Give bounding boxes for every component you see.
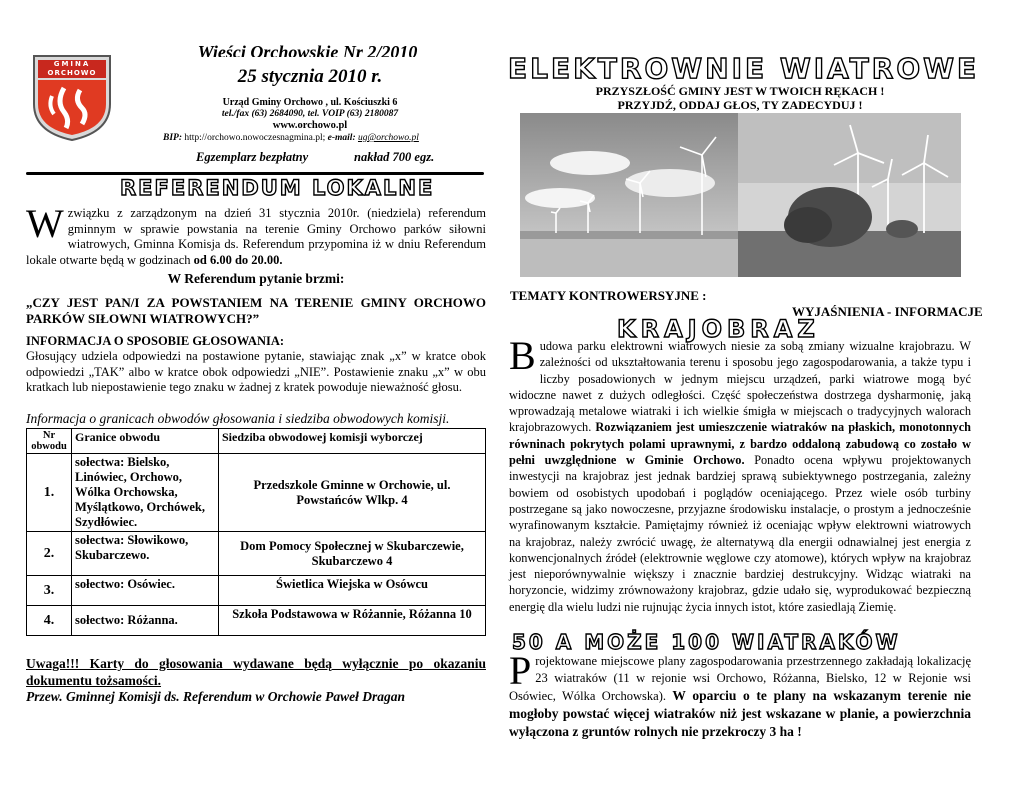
- crest-text-orchowo: ORCHOWO: [47, 69, 97, 77]
- table-header-row: [27, 429, 486, 454]
- slogan-line-2: PRZYJDŹ, ODDAJ GŁOS, TY ZADECYDUJ !: [617, 98, 863, 112]
- cell-nr: 2.: [27, 532, 72, 576]
- table-row: [27, 532, 486, 576]
- crest-text-gmina: GMINA: [53, 60, 91, 68]
- voting-heading: INFORMACJA O SPOSOBIE GŁOSOWANIA:: [26, 334, 285, 348]
- precincts-table: [26, 428, 486, 636]
- cell-nr: 3.: [27, 576, 72, 606]
- cell-nr: 1.: [27, 454, 72, 532]
- intro-dropcap: W: [26, 201, 64, 246]
- col-header-boundaries: Granice obwodu: [72, 429, 219, 454]
- office-address: Urząd Gminy Orchowo , ul. Kościuszki 6: [222, 97, 398, 108]
- landscape-dropcap: B: [509, 333, 536, 378]
- masthead-date: 25 stycznia 2010 r.: [237, 66, 383, 87]
- free-copy-note: Egzemplarz bezpłatny: [196, 150, 309, 164]
- office-phones: tel./fax (63) 2684090, tel. VOIP (63) 2180087: [221, 109, 399, 119]
- wind-power-heading: ELEKTROWNIE WIATROWE: [508, 52, 980, 85]
- table-caption: Informacja o granicach obwodów głosowania i siedziba obwodowych komisji.: [26, 411, 450, 426]
- bip-url[interactable]: http://orchowo.nowoczesnagmina.pl;: [184, 133, 326, 143]
- turbines-count-heading: 50 A MOŻE 100 WIATRAKÓW: [512, 630, 901, 654]
- cell-boundaries: sołectwo: Różanna.: [72, 606, 219, 636]
- cell-boundaries: sołectwa: Słowikowo, Skubarczewo.: [72, 532, 219, 576]
- email-link[interactable]: ug@orchowo.pl: [357, 133, 419, 143]
- referendum-heading: REFERENDUM LOKALNE: [120, 176, 435, 200]
- question-lead: W Referendum pytanie brzmi:: [167, 271, 345, 286]
- masthead-divider: [26, 172, 484, 175]
- table-row: [27, 576, 486, 606]
- explanations-label: WYJAŚNIENIA - INFORMACJE: [792, 304, 983, 319]
- commission-signature: Przew. Gminnej Komisji ds. Referendum w Orchowie Paweł Dragan: [26, 689, 406, 704]
- col-header-nr: Nr obwodu: [27, 429, 72, 454]
- wind-farm-field-photo: [520, 113, 738, 277]
- cell-nr: 4.: [27, 606, 72, 636]
- id-warning: Uwaga!!! Karty do głosowania wydawane będą wyłącznie po okazaniu dokumentu tożsamości.: [26, 656, 486, 688]
- turbines-text-bold: W oparciu o te plany na wskazanym terenie nie mogłoby powstać więcej wiatraków niż jest wskazane w planie, a powierzchnia wyłączona z gruntów rolnych nie przekroczy 3 ha !: [509, 688, 972, 739]
- cell-boundaries: sołectwa: Bielsko, Linówiec, Orchowo, Wólka Orchowska, Myślątkowo, Orchówek, Szydłówiec.: [72, 454, 219, 532]
- landscape-heading: KRAJOBRAZ: [617, 315, 820, 343]
- cell-seat: Przedszkole Gminne w Orchowie, ul. Powstańców Wlkp. 4: [219, 454, 486, 532]
- cell-seat: Szkoła Podstawowa w Różannie, Różanna 10: [219, 606, 486, 636]
- slogan-line-1: PRZYSZŁOŚĆ GMINY JEST W TWOICH RĘKACH !: [595, 84, 885, 98]
- email-label: e-mail:: [327, 133, 356, 143]
- cell-boundaries: sołectwo: Osówiec.: [72, 576, 219, 606]
- wind-turbines-trees-photo: [738, 113, 961, 277]
- website-link[interactable]: www.orchowo.pl: [272, 120, 348, 131]
- bip-label: BIP:: [163, 133, 182, 143]
- voting-text: Głosujący udziela odpowiedzi na postawione pytanie, stawiając znak „x” w kratce obok odpowiedzi „TAK” albo w kratce obok odpowiedzi „NIE”. Postawienie znaku „x” w obu kratkach lub niepostawienie tego znaku w żadnej z kratek powoduje nieważność głosu.: [26, 349, 486, 394]
- landscape-text-2: Ponadto ocena wpływu projektowanych inwestycji na krajobraz jest jednak bardziej sprawą subiektywnego postrzegania, zależny bowiem od osobistych upodobań i poglądów oceniającego. Przez wiele osób turbiny postrzegane są jako nowoczesne, przyjazne środowisku instalacje, o prostym a jednocześnie wyrafinowanym kształcie. Pamiętajmy również iż oceniając wpływ elektrowni wiatrowych na krajobraz, należy zwrócić uwagę, że alternatywą dla energii odnawialnej jest energia z konwencjonalnych źródeł (elektrownie węglowe czy atomowe), których wpływ na krajobraz jest nieporównywalnie większy i znacznie bardziej destrukcyjny. Widząc wiatraki na horyzoncie, widzimy zrównoważony krajobraz, gdzie udało się, wyprodukować bezpieczną energię dla wielu ludzi nie rujnując życia innych istot, które zasiedlają Ziemię.: [509, 453, 971, 614]
- cell-seat: Świetlica Wiejska w Osówcu: [219, 576, 486, 606]
- bip-line: [163, 133, 483, 143]
- landscape-text-bold: Rozwiązaniem jest umieszczenie wiatraków na płaskich, monotonnych równinach pokrytych polami uprawnymi, z bardzo oddaloną zabudową co zostało w pełni uwzględnione w Gminie Orchowo.: [509, 420, 971, 468]
- turbines-dropcap: P: [509, 648, 532, 693]
- gmina-crest-logo: [30, 52, 114, 142]
- referendum-intro: [26, 201, 486, 268]
- table-row: [27, 454, 486, 532]
- referendum-question: „CZY JEST PAN/I ZA POWSTANIEM NA TERENIE GMINY ORCHOWO PARKÓW SIŁOWNI WIATROWYCH?”: [26, 295, 486, 326]
- turbines-count-article: [509, 648, 972, 741]
- cell-seat: Dom Pomocy Społecznej w Skubarczewie, Skubarczewo 4: [219, 532, 486, 576]
- landscape-article: [509, 333, 971, 615]
- landscape-text-1: udowa parku elektrowni wiatrowych niesie za sobą zmiany wizualne krajobrazu. W zależności od ukształtowania terenu i sposobu jego zagospodarowania, a także typu i liczby posadowionych w jednym miejscu urządzeń, parki wiatrowe mogą być widoczne nawet z dużych odległości. Część społeczeństwa dostrzega dysharmonię, jaką wprowadzają metalowe wiatraki i ich wielkie śmigła w miejscach o tradycyjnych walorach krajobrazowych.: [509, 339, 971, 435]
- col-header-seat: Siedziba obwodowej komisji wyborczej: [219, 429, 486, 454]
- intro-hours: od 6.00 do 20.00.: [193, 252, 283, 267]
- masthead-title: Wieści Orchowskie Nr 2/2010: [197, 42, 418, 57]
- circulation-note: nakład 700 egz.: [354, 150, 435, 164]
- controversial-topics: TEMATY KONTROWERSYJNE :: [510, 288, 707, 303]
- turbines-text: rojektowane miejscowe plany zagospodarowania przestrzennego zakładają lokalizację 23 wiatraków (11 w rejonie wsi Orchowo, Różanna, Bielsko, 12 w Rejonie wsi Osówiec, Wólka Orchowska).: [509, 654, 971, 703]
- table-row: [27, 606, 486, 636]
- intro-text: związku z zarządzonym na dzień 31 stycznia 2010r. (niedziela) referendum gminnym w sprawie powstania na terenie Gminy Orchowo parków siłowni wiatrowych, Gminna Komisja ds. Referendum przypomina iż w dniu Referendum lokale otwarte będą w godzinach: [26, 206, 486, 267]
